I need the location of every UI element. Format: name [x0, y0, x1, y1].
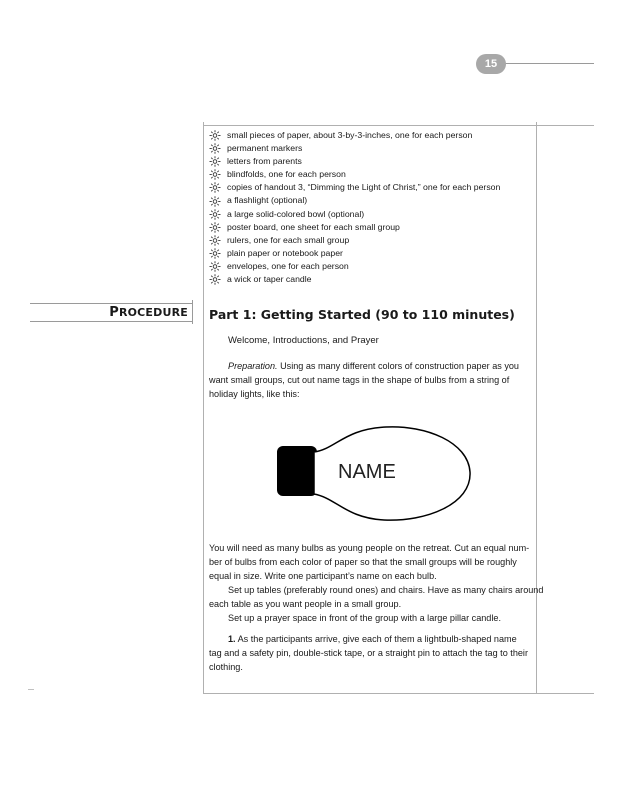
right-column-rule — [536, 122, 537, 694]
material-item — [209, 208, 500, 221]
sparkle-bullet-icon — [209, 182, 221, 193]
material-text: envelopes, one for each person — [227, 260, 349, 271]
material-text: poster board, one sheet for each small group — [227, 221, 400, 232]
sparkle-bullet-icon — [209, 130, 221, 141]
bulb-base-icon — [277, 446, 317, 496]
materials-list — [209, 129, 500, 286]
sparkle-bullet-icon — [209, 143, 221, 154]
sparkle-bullet-icon — [209, 156, 221, 167]
material-text: a large solid-colored bowl (optional) — [227, 208, 365, 219]
page-number: 15 — [476, 54, 506, 74]
sparkle-bullet-icon — [209, 248, 221, 259]
step-number: 1. — [228, 634, 236, 644]
preparation-label: Preparation. — [228, 361, 278, 371]
bottom-rule — [203, 693, 594, 694]
sparkle-bullet-icon — [209, 222, 221, 233]
lightbulb-name-tag-illustration — [276, 424, 476, 524]
sparkle-bullet-icon — [209, 274, 221, 285]
material-item — [209, 273, 500, 286]
material-text: plain paper or notebook paper — [227, 247, 343, 258]
material-text: rulers, one for each small group — [227, 234, 350, 245]
material-text: permanent markers — [227, 143, 303, 154]
material-item — [209, 168, 500, 181]
material-item — [209, 221, 500, 234]
step-one-paragraph: 1. As the participants arrive, give each of them a lightbulb-shaped name tag and a safety pin, double-stick tape, or a straight pin to attach the tag to their clothing. — [209, 634, 528, 672]
part-title: Part 1: Getting Started (90 to 110 minutes) — [209, 307, 515, 322]
material-text: copies of handout 3, “Dimming the Light of Christ,” one for each person — [227, 182, 501, 193]
section-subheading: Welcome, Introductions, and Prayer — [228, 335, 379, 346]
bulb-name-label: NAME — [338, 461, 396, 483]
material-text: small pieces of paper, about 3-by-3-inches, one for each person — [227, 130, 473, 140]
preparation-paragraph: Preparation. Using as many different colors of construction paper as you want small groups, cut out name tags in the shape of bulbs from a string of holiday lights, like this: — [209, 361, 519, 399]
material-text: a wick or taper candle — [227, 274, 312, 285]
material-text: a flashlight (optional) — [227, 195, 308, 206]
material-item — [209, 181, 500, 194]
bulb-instructions-paragraph: You will need as many bulbs as young people on the retreat. Cut an equal num- ber of bulbs from each color of paper so that the small groups will be roughly equal in size. Write one participant’s name on each bulb. Set up tables (preferably round ones) and chairs. Have as many chairs around each table as you want people in a small group. Set up a prayer space in front of the group with a large pillar candle. — [209, 543, 544, 623]
sparkle-bullet-icon — [209, 261, 221, 272]
left-column-rule — [203, 122, 204, 694]
material-item — [209, 142, 500, 155]
procedure-rule-bottom — [30, 321, 192, 322]
procedure-rule-top — [30, 303, 192, 304]
top-rule — [203, 125, 594, 126]
sparkle-bullet-icon — [209, 169, 221, 180]
material-text: letters from parents — [227, 156, 302, 167]
procedure-rule-tick — [192, 300, 193, 324]
material-item — [209, 155, 500, 168]
sparkle-bullet-icon — [209, 196, 221, 207]
material-item — [209, 194, 500, 207]
material-text: blindfolds, one for each person — [227, 169, 346, 180]
material-item — [209, 129, 500, 142]
crop-mark — [28, 689, 34, 690]
material-item — [209, 260, 500, 273]
material-item — [209, 234, 500, 247]
procedure-heading: PROCEDURE — [109, 305, 188, 320]
sparkle-bullet-icon — [209, 235, 221, 246]
sparkle-bullet-icon — [209, 209, 221, 220]
material-item — [209, 247, 500, 260]
